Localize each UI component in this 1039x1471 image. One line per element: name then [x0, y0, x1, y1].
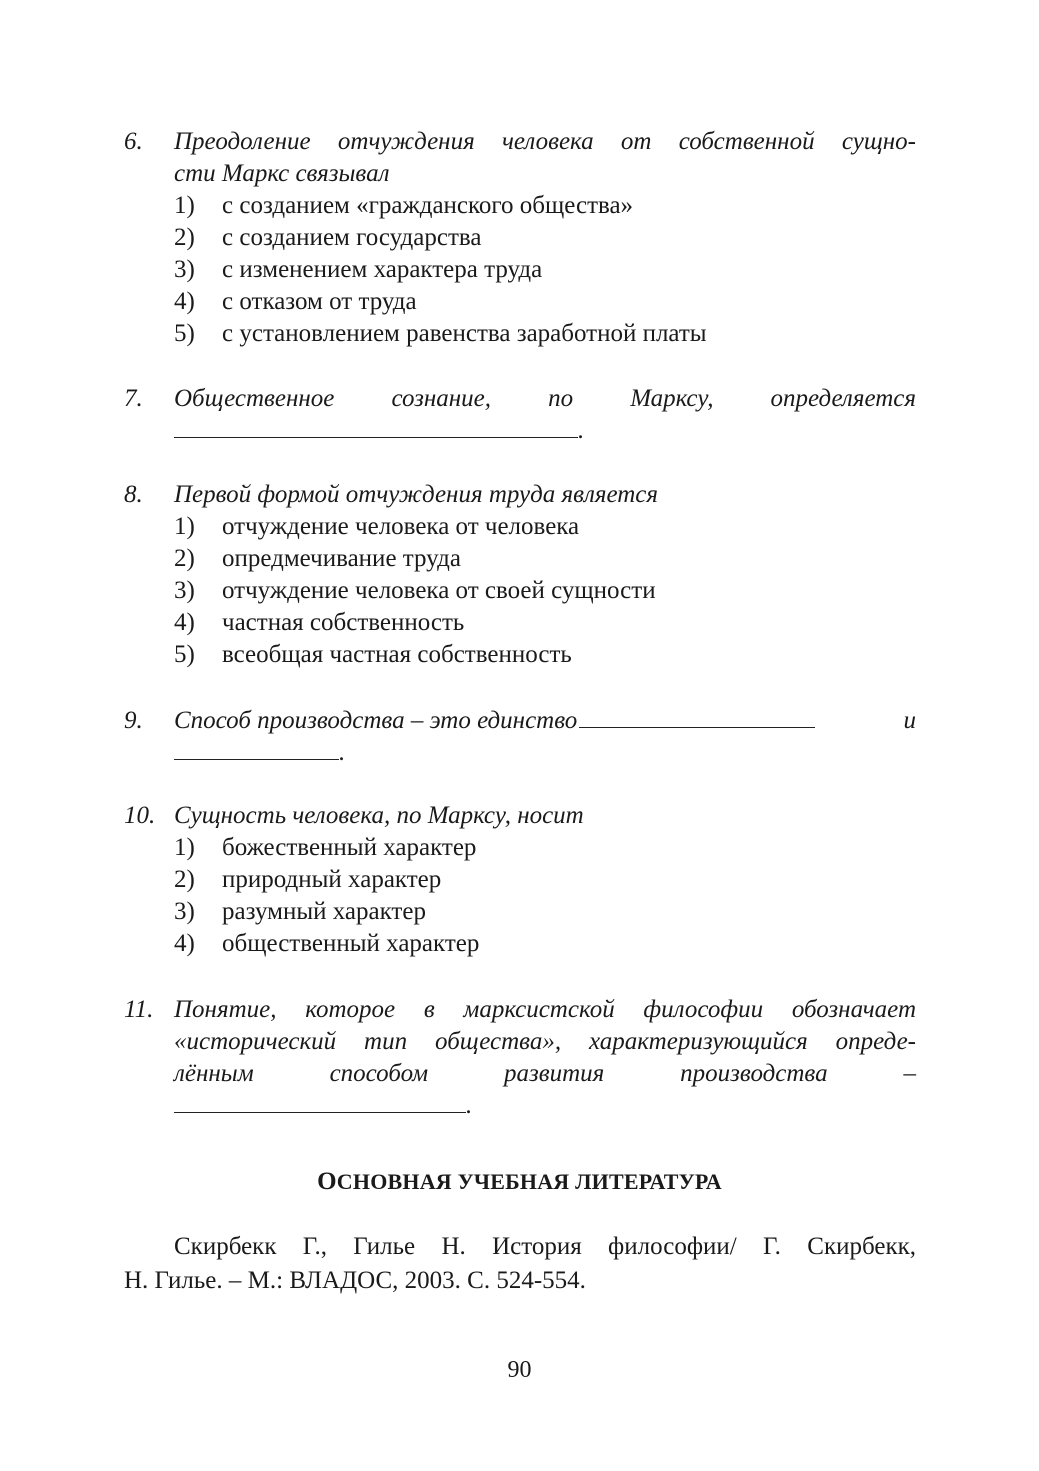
- option-number: 4): [174, 609, 195, 636]
- question-text: [174, 479, 916, 511]
- option-text: с отказом от труда: [222, 288, 417, 315]
- option-text: разумный характер: [222, 898, 426, 925]
- option-number: 2): [174, 545, 195, 572]
- question-line: Общественное сознание, по Марксу, определяется: [174, 385, 916, 412]
- question-conjunction: и: [903, 707, 916, 734]
- answer-blank[interactable]: [174, 417, 578, 438]
- answer-option: [174, 222, 916, 254]
- reference-line: Н. Гилье. – М.: ВЛАДОС, 2003. С. 524-554.: [124, 1267, 586, 1294]
- question-text: [174, 800, 916, 832]
- reference-line: Скирбекк Г., Гилье Н. История философии/ Г. Скирбекк,: [174, 1233, 916, 1260]
- question-line: Первой формой отчуждения труда является: [174, 481, 659, 508]
- option-text: с изменением характера труда: [222, 256, 543, 283]
- answer-option: [174, 543, 916, 575]
- answer-option: [174, 575, 916, 607]
- question-text: [174, 126, 916, 190]
- option-number: 1): [174, 192, 195, 219]
- answer-option: [174, 639, 916, 671]
- question-punctuation: .: [578, 417, 585, 444]
- answer-option: [174, 318, 916, 350]
- question-line: [174, 415, 916, 447]
- option-text: с установлением равенства заработной платы: [222, 320, 707, 347]
- option-number: 2): [174, 866, 195, 893]
- question-text: [174, 705, 916, 769]
- answer-option: [174, 511, 916, 543]
- option-text: божественный характер: [222, 834, 477, 861]
- answer-blank[interactable]: [174, 739, 339, 760]
- question-number: 11.: [124, 996, 154, 1023]
- answer-options: [174, 832, 916, 960]
- question-11: [124, 994, 916, 1122]
- option-number: 3): [174, 898, 195, 925]
- question-number: 10.: [124, 802, 156, 829]
- option-text: с созданием «гражданского общества»: [222, 192, 634, 219]
- question-number: 9.: [124, 707, 143, 734]
- option-number: 4): [174, 288, 195, 315]
- question-line-text: Способ производства – это единство: [174, 707, 578, 734]
- answer-options: [174, 190, 916, 350]
- option-text: природный характер: [222, 866, 442, 893]
- question-text: [174, 383, 916, 447]
- option-number: 3): [174, 256, 195, 283]
- option-number: 1): [174, 513, 195, 540]
- answer-option: [174, 607, 916, 639]
- option-number: 5): [174, 320, 195, 347]
- literature-reference: [124, 1230, 916, 1298]
- heading-initial: О: [317, 1168, 337, 1195]
- option-text: отчуждение человека от своей сущности: [222, 577, 656, 604]
- question-punctuation: .: [339, 739, 346, 766]
- question-line: лённым способом развития производства –: [174, 1060, 916, 1087]
- question-line: Преодоление отчуждения человека от собственной сущно-: [174, 128, 916, 155]
- answer-option: [174, 864, 916, 896]
- question-line: Понятие, которое в марксистской философии обозначает: [174, 996, 916, 1023]
- question-line: [174, 705, 916, 737]
- answer-option: [174, 286, 916, 318]
- option-text: отчуждение человека от человека: [222, 513, 580, 540]
- option-number: 4): [174, 930, 195, 957]
- option-number: 5): [174, 641, 195, 668]
- answer-option: [174, 896, 916, 928]
- option-text: общественный характер: [222, 930, 480, 957]
- question-line: сти Маркс связывал: [174, 160, 390, 187]
- option-text: частная собственность: [222, 609, 465, 636]
- question-10: [124, 800, 916, 985]
- question-text: [174, 994, 916, 1122]
- question-6: [124, 126, 916, 375]
- page-number: 90: [507, 1357, 532, 1383]
- answer-option: [174, 190, 916, 222]
- option-number: 2): [174, 224, 195, 251]
- question-line: Сущность человека, по Марксу, носит: [174, 802, 584, 829]
- answer-option: [174, 832, 916, 864]
- question-8: [124, 479, 916, 696]
- question-9: [124, 705, 916, 769]
- option-text: всеобщая частная собственность: [222, 641, 572, 668]
- heading-text: СНОВНАЯ УЧЕБНАЯ ЛИТЕРАТУРА: [336, 1169, 722, 1194]
- section-heading: [0, 1168, 1039, 1196]
- question-line: [174, 1090, 916, 1122]
- question-line: «исторический тип общества», характеризующийся опреде-: [174, 1028, 916, 1055]
- answer-blank[interactable]: [579, 707, 815, 728]
- question-punctuation: .: [466, 1092, 473, 1119]
- question-number: 6.: [124, 128, 143, 155]
- question-line: [174, 737, 916, 769]
- option-number: 1): [174, 834, 195, 861]
- answer-options: [174, 511, 916, 671]
- question-number: 7.: [124, 385, 143, 412]
- option-text: опредмечивание труда: [222, 545, 461, 572]
- answer-option: [174, 928, 916, 960]
- question-number: 8.: [124, 481, 143, 508]
- option-number: 3): [174, 577, 195, 604]
- option-text: с созданием государства: [222, 224, 482, 251]
- answer-option: [174, 254, 916, 286]
- answer-blank[interactable]: [174, 1092, 466, 1113]
- question-7: [124, 383, 916, 447]
